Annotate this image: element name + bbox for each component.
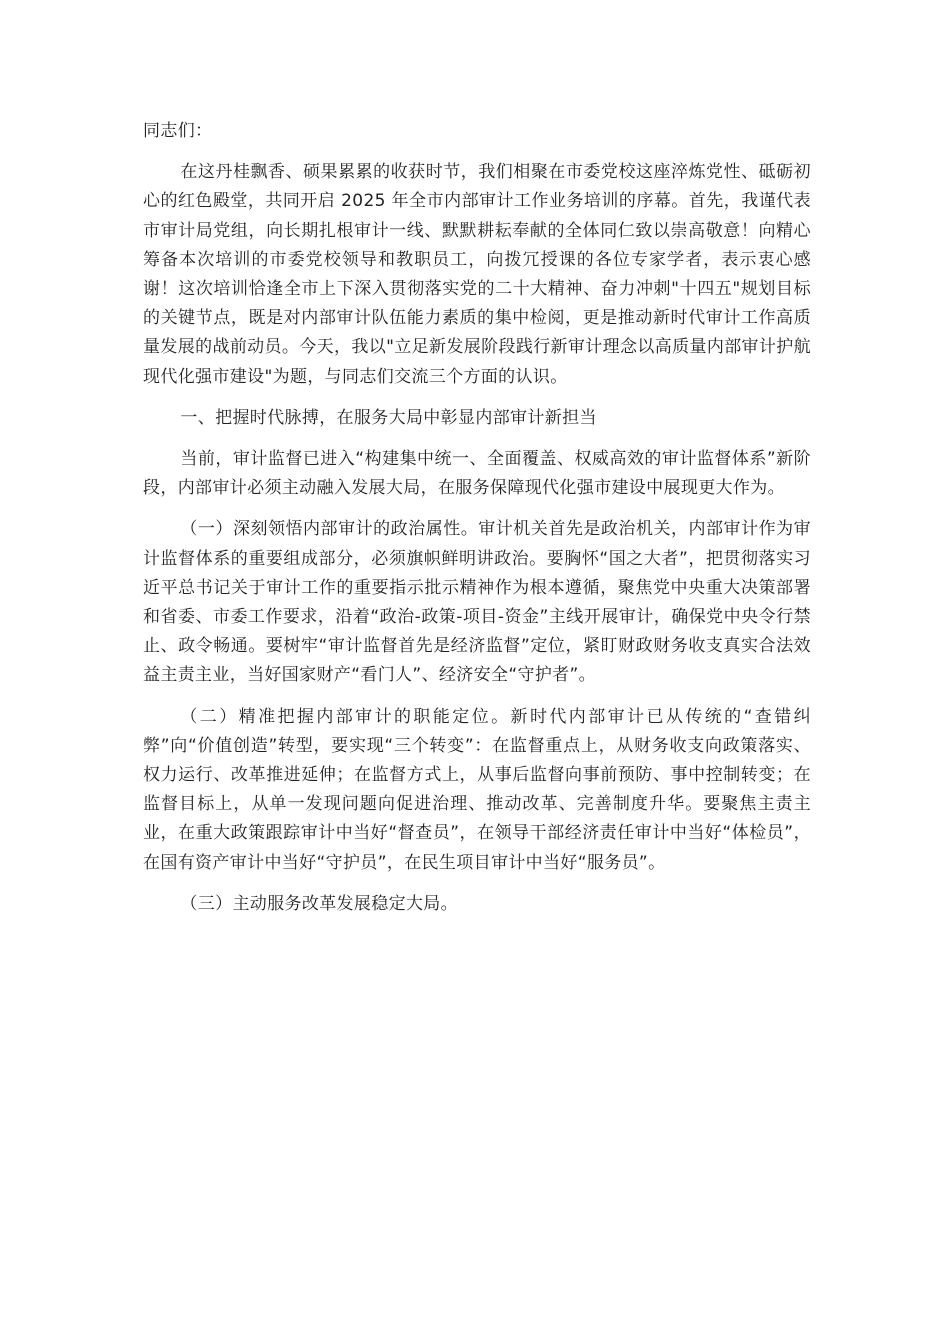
point-one-paragraph: （一）深刻领悟内部审计的政治属性。审计机关首先是政治机关，内部审计作为审计监督体系的重要组成部分，必须旗帜鲜明讲政治。要胸怀“国之大者”，把贯彻落实习近平总书记关于审计工作的重要指示批示精神作为根本遵循，聚焦党中央重大决策部署和省委、市委工作要求，沿着“政治-政策-项目-资金”主线开展审计，确保党中央令行禁止、政令畅通。要树牢“审计监督首先是经济监督”定位，紧盯财政财务收支真实合法效益主责主业，当好国家财产“看门人”、经济安全“守护者”。 (143, 519, 811, 686)
intro-paragraph: 在这丹桂飘香、硕果累累的收获时节，我们相聚在市委党校这座淬炼党性、砥砺初心的红色殿堂，共同开启 2025 年全市内部审计工作业务培训的序幕。首先，我谨代表市审计局党组，向长期扎根审计一线、默默耕耘奉献的全体同仁致以崇高敬意！向精心筹备本次培训的市委党校领导和教职员工，向拨冗授课的各位专家学者，表示衷心感谢！这次培训恰逢全市上下深入贯彻落实党的二十大精神、奋力冲刺"十四五"规划目标的关键节点，既是对内部审计队伍能力素质的集中检阅，更是推动新时代审计工作高质量发展的战前动员。今天，我以"立足新发展阶段践行新审计理念以高质量内部审计护航现代化强市建设"为题，与同志们交流三个方面的认识。 (143, 162, 811, 387)
point-two-paragraph: （二）精准把握内部审计的职能定位。新时代内部审计已从传统的“查错纠弊”向“价值创造”转型，要实现“三个转变”：在监督重点上，从财务收支向政策落实、权力运行、改革推进延伸；在监督方式上，从事后监督向事前预防、事中控制转变；在监督目标上，从单一发现问题向促进治理、推动改革、完善制度升华。要聚焦主责主业，在重大政策跟踪审计中当好“督查员”，在领导干部经济责任审计中当好“体检员”，在国有资产审计中当好“守护员”，在民生项目审计中当好“服务员”。 (143, 706, 811, 873)
salutation: 同志们： (143, 121, 213, 141)
point-three-paragraph: （三）主动服务改革发展稳定大局。 (180, 893, 458, 914)
section-heading: 一、把握时代脉搏，在服务大局中彰显内部审计新担当 (180, 407, 597, 428)
document-body (143, 117, 811, 931)
section-intro-paragraph: 当前，审计监督已进入“构建集中统一、全面覆盖、权威高效的审计监督体系”新阶段，内部审计必须主动融入发展大局，在服务保障现代化强市建设中展现更大作为。 (143, 449, 811, 499)
